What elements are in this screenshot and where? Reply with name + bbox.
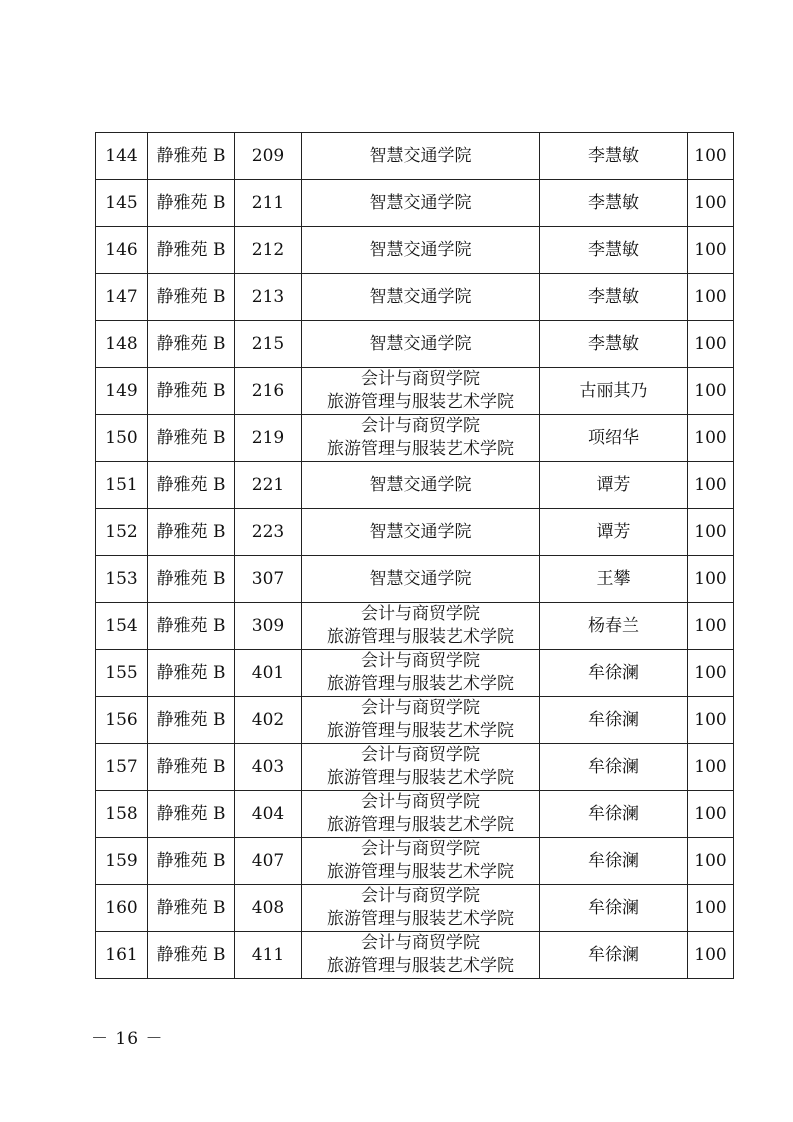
score-cell: 100 bbox=[688, 838, 734, 885]
room-number-cell: 215 bbox=[235, 321, 302, 368]
room-number-cell: 309 bbox=[235, 603, 302, 650]
person-in-charge-cell: 李慧敏 bbox=[540, 274, 688, 321]
room-number-cell: 212 bbox=[235, 227, 302, 274]
college-cell bbox=[302, 932, 540, 979]
person-in-charge-cell: 李慧敏 bbox=[540, 227, 688, 274]
score-cell: 100 bbox=[688, 509, 734, 556]
college-name: 会计与商贸学院 bbox=[361, 792, 480, 812]
college-cell bbox=[302, 227, 540, 274]
building-cell: 静雅苑 B bbox=[148, 932, 235, 979]
college-name: 会计与商贸学院 bbox=[361, 416, 480, 436]
college-name: 智慧交通学院 bbox=[369, 333, 472, 354]
score-cell: 100 bbox=[688, 180, 734, 227]
room-number-cell: 407 bbox=[235, 838, 302, 885]
table-row bbox=[96, 368, 734, 415]
row-number-cell: 159 bbox=[96, 838, 148, 885]
person-in-charge-cell: 谭芳 bbox=[540, 509, 688, 556]
building-cell: 静雅苑 B bbox=[148, 556, 235, 603]
person-in-charge-cell: 古丽其乃 bbox=[540, 368, 688, 415]
table-row bbox=[96, 791, 734, 838]
row-number-cell: 154 bbox=[96, 603, 148, 650]
college-cell bbox=[302, 509, 540, 556]
college-name: 会计与商贸学院 bbox=[361, 651, 480, 671]
score-cell: 100 bbox=[688, 932, 734, 979]
room-number-cell: 404 bbox=[235, 791, 302, 838]
row-number-cell: 160 bbox=[96, 885, 148, 932]
college-name: 旅游管理与服装艺术学院 bbox=[327, 862, 514, 882]
table-row bbox=[96, 932, 734, 979]
college-name: 旅游管理与服装艺术学院 bbox=[327, 392, 514, 412]
building-cell: 静雅苑 B bbox=[148, 133, 235, 180]
person-in-charge-cell: 牟徐澜 bbox=[540, 838, 688, 885]
person-in-charge-cell: 李慧敏 bbox=[540, 321, 688, 368]
table-row bbox=[96, 556, 734, 603]
college-name: 会计与商贸学院 bbox=[361, 839, 480, 859]
room-number-cell: 211 bbox=[235, 180, 302, 227]
score-cell: 100 bbox=[688, 744, 734, 791]
table-row bbox=[96, 838, 734, 885]
person-in-charge-cell: 牟徐澜 bbox=[540, 744, 688, 791]
score-cell: 100 bbox=[688, 462, 734, 509]
person-in-charge-cell: 王攀 bbox=[540, 556, 688, 603]
building-cell: 静雅苑 B bbox=[148, 321, 235, 368]
score-cell: 100 bbox=[688, 321, 734, 368]
room-number-cell: 403 bbox=[235, 744, 302, 791]
person-in-charge-cell: 谭芳 bbox=[540, 462, 688, 509]
college-name: 旅游管理与服装艺术学院 bbox=[327, 627, 514, 647]
row-number-cell: 152 bbox=[96, 509, 148, 556]
building-cell: 静雅苑 B bbox=[148, 885, 235, 932]
room-number-cell: 223 bbox=[235, 509, 302, 556]
college-name: 旅游管理与服装艺术学院 bbox=[327, 909, 514, 929]
college-name: 会计与商贸学院 bbox=[361, 745, 480, 765]
room-number-cell: 219 bbox=[235, 415, 302, 462]
person-in-charge-cell: 李慧敏 bbox=[540, 133, 688, 180]
college-cell bbox=[302, 603, 540, 650]
person-in-charge-cell: 杨春兰 bbox=[540, 603, 688, 650]
building-cell: 静雅苑 B bbox=[148, 603, 235, 650]
table-row bbox=[96, 227, 734, 274]
table-row bbox=[96, 603, 734, 650]
college-name: 智慧交通学院 bbox=[369, 145, 472, 166]
college-name: 旅游管理与服装艺术学院 bbox=[327, 815, 514, 835]
row-number-cell: 149 bbox=[96, 368, 148, 415]
room-number-cell: 402 bbox=[235, 697, 302, 744]
building-cell: 静雅苑 B bbox=[148, 227, 235, 274]
person-in-charge-cell: 牟徐澜 bbox=[540, 932, 688, 979]
table-row bbox=[96, 415, 734, 462]
room-number-cell: 221 bbox=[235, 462, 302, 509]
person-in-charge-cell: 牟徐澜 bbox=[540, 650, 688, 697]
dormitory-score-table bbox=[95, 132, 734, 979]
person-in-charge-cell: 项绍华 bbox=[540, 415, 688, 462]
row-number-cell: 145 bbox=[96, 180, 148, 227]
college-cell bbox=[302, 791, 540, 838]
score-cell: 100 bbox=[688, 697, 734, 744]
score-cell: 100 bbox=[688, 274, 734, 321]
score-cell: 100 bbox=[688, 885, 734, 932]
college-name: 会计与商贸学院 bbox=[361, 698, 480, 718]
college-cell bbox=[302, 368, 540, 415]
college-cell bbox=[302, 415, 540, 462]
college-name: 旅游管理与服装艺术学院 bbox=[327, 768, 514, 788]
college-name: 会计与商贸学院 bbox=[361, 604, 480, 624]
college-name: 智慧交通学院 bbox=[369, 568, 472, 589]
table-row bbox=[96, 180, 734, 227]
college-cell bbox=[302, 274, 540, 321]
score-cell: 100 bbox=[688, 650, 734, 697]
score-cell: 100 bbox=[688, 368, 734, 415]
building-cell: 静雅苑 B bbox=[148, 744, 235, 791]
room-number-cell: 307 bbox=[235, 556, 302, 603]
row-number-cell: 157 bbox=[96, 744, 148, 791]
college-name: 会计与商贸学院 bbox=[361, 369, 480, 389]
person-in-charge-cell: 牟徐澜 bbox=[540, 885, 688, 932]
college-cell bbox=[302, 556, 540, 603]
score-cell: 100 bbox=[688, 556, 734, 603]
college-cell bbox=[302, 321, 540, 368]
building-cell: 静雅苑 B bbox=[148, 462, 235, 509]
row-number-cell: 153 bbox=[96, 556, 148, 603]
building-cell: 静雅苑 B bbox=[148, 274, 235, 321]
score-cell: 100 bbox=[688, 227, 734, 274]
room-number-cell: 216 bbox=[235, 368, 302, 415]
score-cell: 100 bbox=[688, 791, 734, 838]
building-cell: 静雅苑 B bbox=[148, 180, 235, 227]
table-row bbox=[96, 697, 734, 744]
college-cell bbox=[302, 885, 540, 932]
row-number-cell: 144 bbox=[96, 133, 148, 180]
person-in-charge-cell: 李慧敏 bbox=[540, 180, 688, 227]
person-in-charge-cell: 牟徐澜 bbox=[540, 697, 688, 744]
college-cell bbox=[302, 697, 540, 744]
college-cell bbox=[302, 462, 540, 509]
college-name: 智慧交通学院 bbox=[369, 521, 472, 542]
score-cell: 100 bbox=[688, 603, 734, 650]
table-row bbox=[96, 509, 734, 556]
college-cell bbox=[302, 133, 540, 180]
building-cell: 静雅苑 B bbox=[148, 368, 235, 415]
college-name: 会计与商贸学院 bbox=[361, 886, 480, 906]
room-number-cell: 209 bbox=[235, 133, 302, 180]
college-cell bbox=[302, 650, 540, 697]
college-name: 旅游管理与服装艺术学院 bbox=[327, 439, 514, 459]
building-cell: 静雅苑 B bbox=[148, 650, 235, 697]
person-in-charge-cell: 牟徐澜 bbox=[540, 791, 688, 838]
row-number-cell: 161 bbox=[96, 932, 148, 979]
college-cell bbox=[302, 180, 540, 227]
building-cell: 静雅苑 B bbox=[148, 509, 235, 556]
row-number-cell: 146 bbox=[96, 227, 148, 274]
room-number-cell: 213 bbox=[235, 274, 302, 321]
row-number-cell: 158 bbox=[96, 791, 148, 838]
table-row bbox=[96, 650, 734, 697]
row-number-cell: 150 bbox=[96, 415, 148, 462]
row-number-cell: 151 bbox=[96, 462, 148, 509]
room-number-cell: 408 bbox=[235, 885, 302, 932]
row-number-cell: 148 bbox=[96, 321, 148, 368]
room-number-cell: 401 bbox=[235, 650, 302, 697]
row-number-cell: 156 bbox=[96, 697, 148, 744]
college-name: 智慧交通学院 bbox=[369, 192, 472, 213]
row-number-cell: 155 bbox=[96, 650, 148, 697]
table-row bbox=[96, 133, 734, 180]
college-name: 智慧交通学院 bbox=[369, 239, 472, 260]
college-name: 智慧交通学院 bbox=[369, 286, 472, 307]
college-cell bbox=[302, 744, 540, 791]
table-row bbox=[96, 885, 734, 932]
college-name: 旅游管理与服装艺术学院 bbox=[327, 721, 514, 741]
room-number-cell: 411 bbox=[235, 932, 302, 979]
building-cell: 静雅苑 B bbox=[148, 838, 235, 885]
college-cell bbox=[302, 838, 540, 885]
table-body bbox=[96, 133, 734, 979]
college-name: 会计与商贸学院 bbox=[361, 933, 480, 953]
building-cell: 静雅苑 B bbox=[148, 415, 235, 462]
score-cell: 100 bbox=[688, 415, 734, 462]
college-name: 智慧交通学院 bbox=[369, 474, 472, 495]
college-name: 旅游管理与服装艺术学院 bbox=[327, 956, 514, 976]
score-cell: 100 bbox=[688, 133, 734, 180]
building-cell: 静雅苑 B bbox=[148, 791, 235, 838]
building-cell: 静雅苑 B bbox=[148, 697, 235, 744]
college-name: 旅游管理与服装艺术学院 bbox=[327, 674, 514, 694]
table-row bbox=[96, 462, 734, 509]
table-row bbox=[96, 321, 734, 368]
table-row bbox=[96, 274, 734, 321]
table-row bbox=[96, 744, 734, 791]
row-number-cell: 147 bbox=[96, 274, 148, 321]
page-number: － 16 － bbox=[91, 1029, 164, 1049]
